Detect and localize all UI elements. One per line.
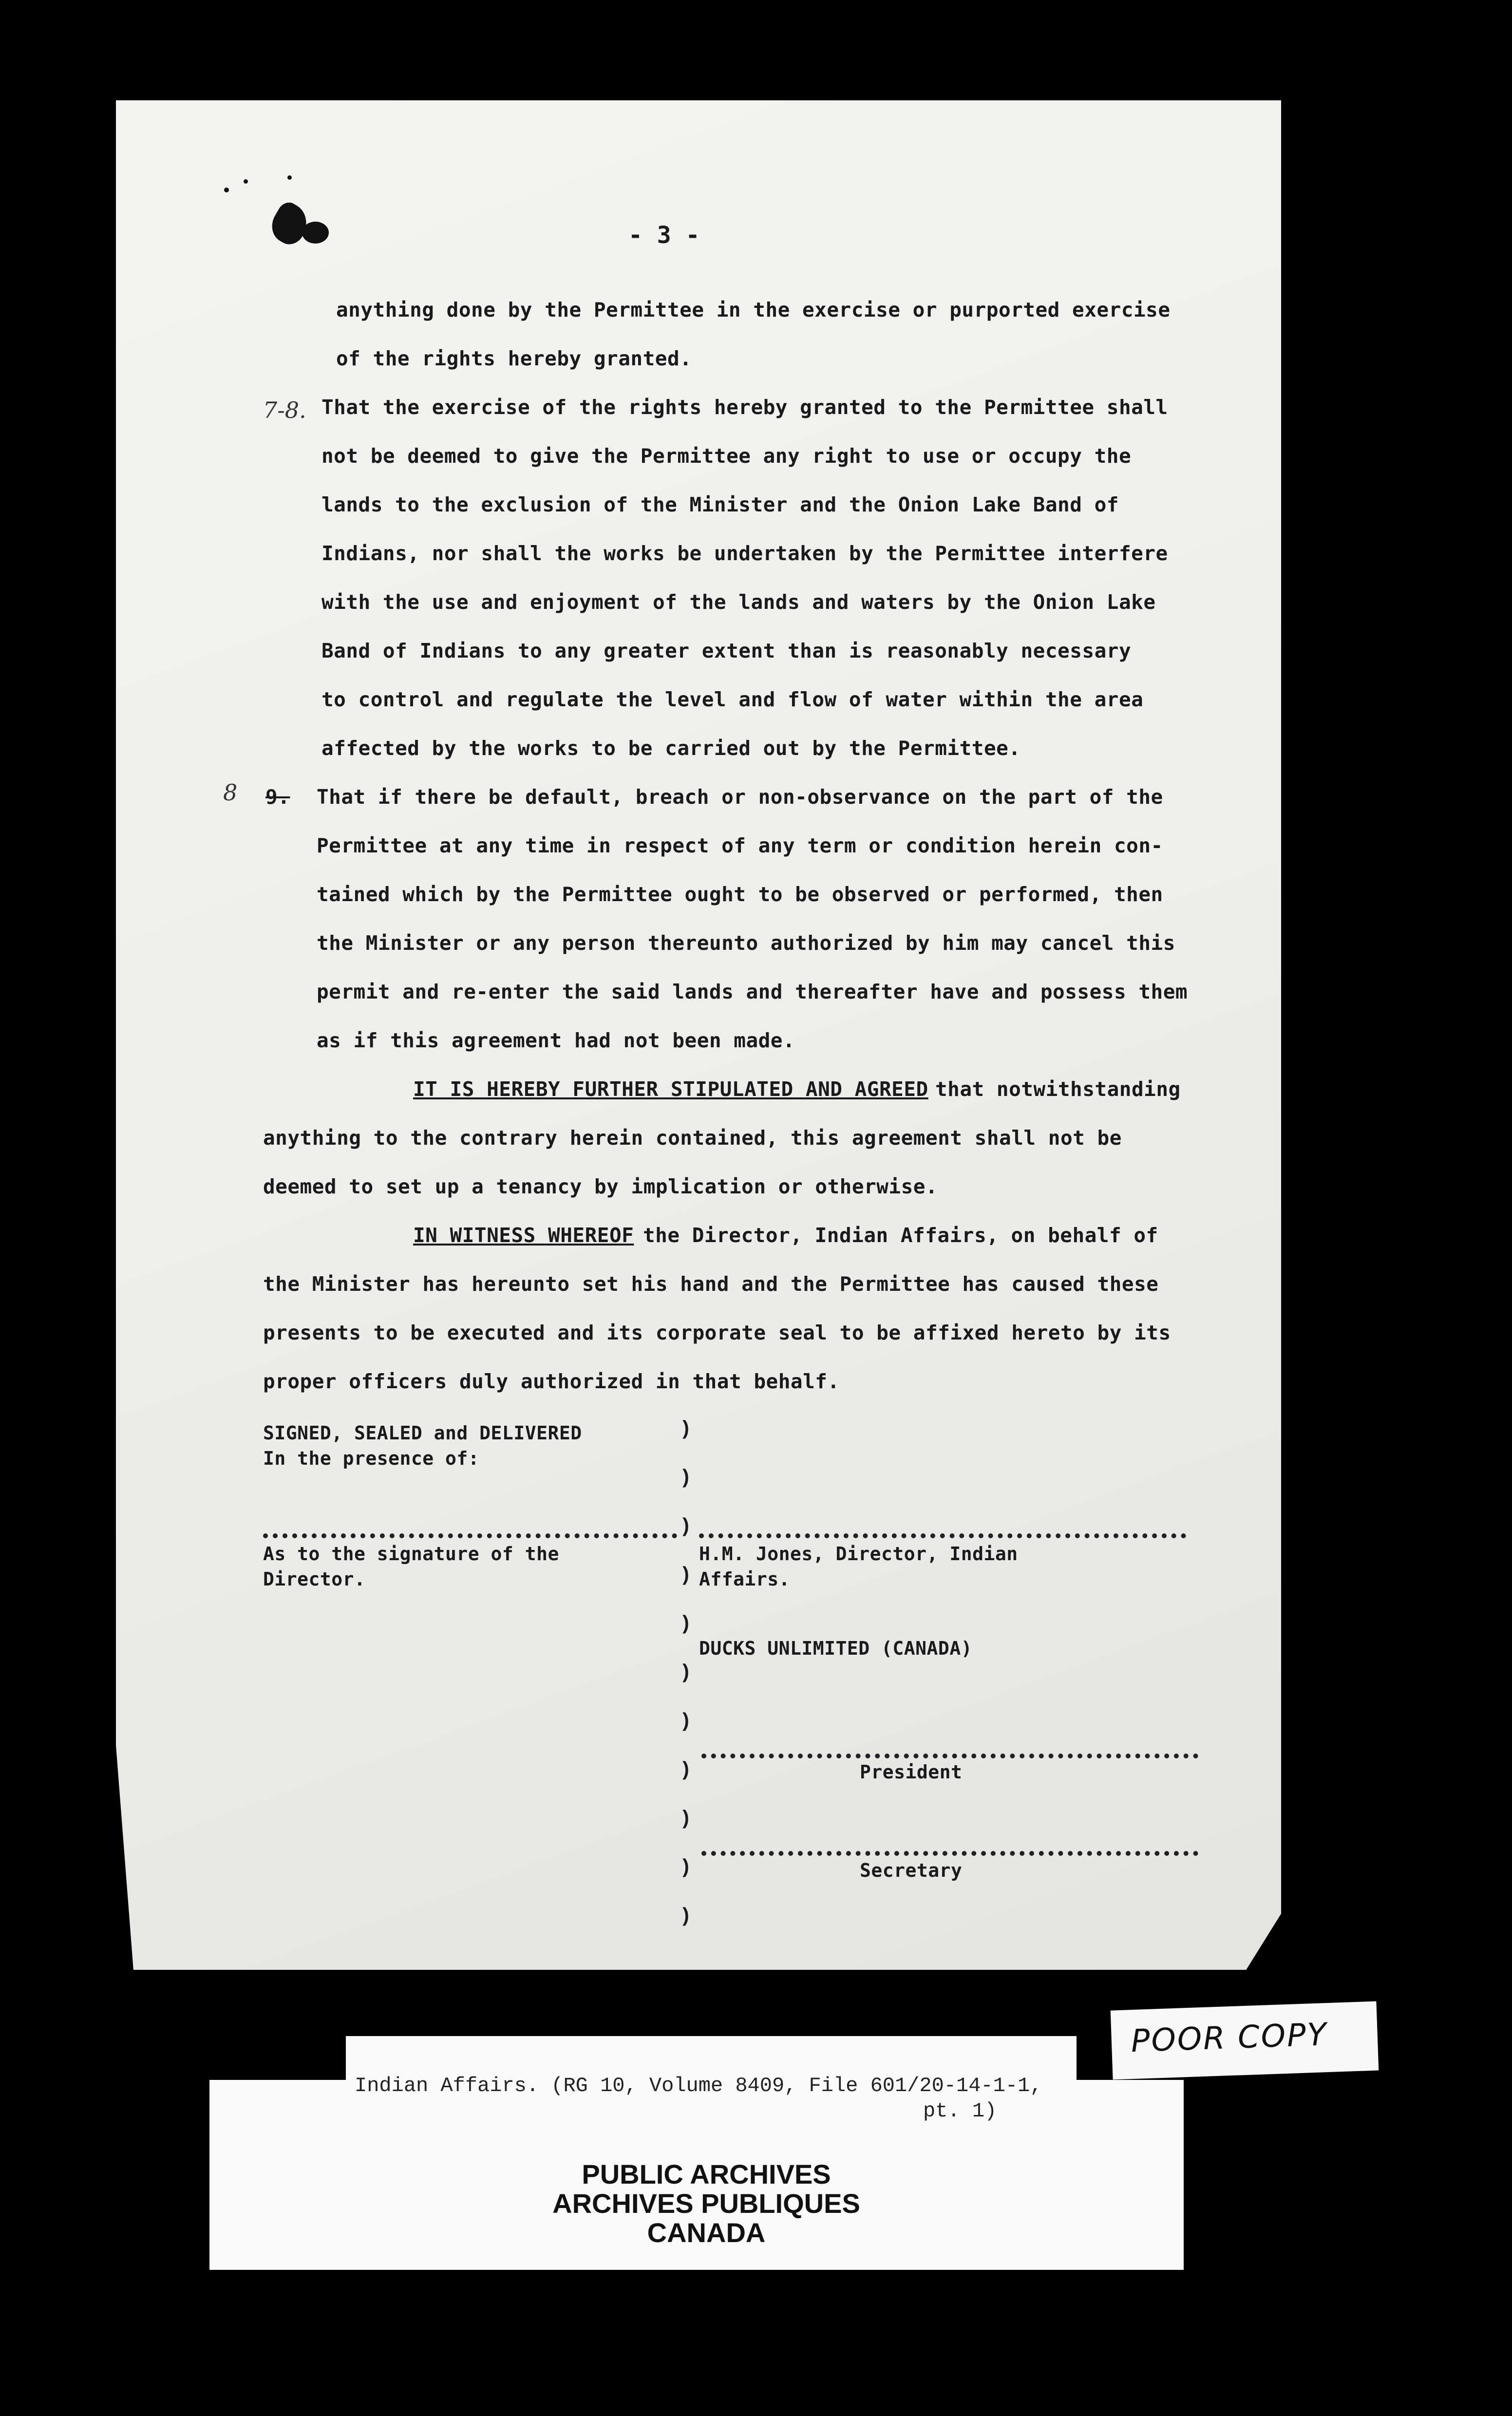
text-line: the Director, Indian Affairs, on behalf of <box>643 1224 1158 1247</box>
paren: ) <box>680 1565 692 1587</box>
director-name: H.M. Jones, Director, Indian <box>699 1543 1018 1565</box>
text-line: affected by the works to be carried out by the Permittee. <box>321 736 1021 760</box>
struck-number: 9. <box>265 785 290 809</box>
text-line: anything done by the Permittee in the exercise or purported exercise <box>336 298 1171 321</box>
paren: ) <box>680 1613 692 1636</box>
signed-sealed-label: SIGNED, SEALED and DELIVERED <box>263 1422 582 1444</box>
archive-stamp-line: ARCHIVES PUBLIQUES <box>552 2188 860 2219</box>
text-line: presents to be executed and its corporate seal to be affixed hereto by its <box>263 1321 1171 1344</box>
poor-copy-tag <box>1111 2001 1379 2080</box>
text-line: permit and re-enter the said lands and thereafter have and possess them <box>317 980 1188 1003</box>
text-line: the Minister has hereunto set his hand and the Permittee has caused these <box>263 1272 1159 1296</box>
paren: ) <box>680 1418 692 1441</box>
text-line: tained which by the Permittee ought to be observed or performed, then <box>317 883 1163 906</box>
archive-stamp-line: PUBLIC ARCHIVES <box>582 2159 831 2190</box>
ink-speck-3 <box>287 175 292 180</box>
stipulated-heading: IT IS HEREBY FURTHER STIPULATED AND AGREED <box>413 1077 928 1101</box>
secretary-label: Secretary <box>860 1860 963 1881</box>
reference-line: Indian Affairs. (RG 10, Volume 8409, File 601/20-14-1-1, <box>355 2074 1042 2097</box>
signature-line-secretary <box>701 1851 1198 1856</box>
signature-line-witness <box>263 1533 677 1538</box>
president-label: President <box>860 1761 963 1783</box>
witness-heading: IN WITNESS WHEREOF <box>413 1224 634 1247</box>
poor-copy-label: POOR COPY <box>1130 2017 1328 2060</box>
paren: ) <box>680 1808 692 1831</box>
text-line: as if this agreement had not been made. <box>317 1029 795 1052</box>
witness-caption: Director. <box>263 1568 366 1590</box>
paren: ) <box>680 1759 692 1782</box>
text-line: lands to the exclusion of the Minister and the Onion Lake Band of <box>321 493 1119 516</box>
text-line: not be deemed to give the Permittee any right to use or occupy the <box>321 444 1132 468</box>
text-line: with the use and enjoyment of the lands and waters by the Onion Lake <box>321 590 1156 614</box>
paren: ) <box>680 1711 692 1733</box>
ink-speck-2 <box>244 179 248 184</box>
text-line: That if there be default, breach or non-observance on the part of the <box>317 785 1163 809</box>
text-line: of the rights hereby granted. <box>336 347 692 370</box>
text-line: deemed to set up a tenancy by implication or otherwise. <box>263 1175 938 1198</box>
text-line: to control and regulate the level and flow of water within the area <box>321 688 1144 711</box>
text-line: anything to the contrary herein contained, this agreement shall not be <box>263 1126 1122 1150</box>
text-line: Band of Indians to any greater extent than is reasonably necessary <box>321 639 1132 662</box>
signature-line-director <box>699 1533 1186 1538</box>
paren: ) <box>680 1906 692 1928</box>
paren: ) <box>680 1857 692 1879</box>
handwritten-number: 7-8. <box>263 397 306 423</box>
reference-line: pt. 1) <box>923 2099 997 2123</box>
text-line: That the exercise of the rights hereby granted to the Permittee shall <box>321 396 1168 419</box>
ink-speck <box>224 188 229 192</box>
text-line: proper officers duly authorized in that behalf. <box>263 1370 840 1393</box>
company-name: DUCKS UNLIMITED (CANADA) <box>699 1638 973 1659</box>
handwritten-number: 8 <box>223 779 238 806</box>
witness-caption: As to the signature of the <box>263 1543 559 1565</box>
ink-blot-2 <box>302 222 329 244</box>
signature-line-president <box>701 1754 1198 1758</box>
paren: ) <box>680 1662 692 1684</box>
director-title: Affairs. <box>699 1568 791 1590</box>
text-line: that notwithstanding <box>935 1077 1181 1101</box>
paren: ) <box>680 1516 692 1538</box>
paren: ) <box>680 1467 692 1490</box>
page-number: - 3 - <box>628 222 700 249</box>
text-line: the Minister or any person thereunto authorized by him may cancel this <box>317 931 1175 955</box>
text-line: Indians, nor shall the works be undertaken by the Permittee interfere <box>321 542 1168 565</box>
text-line: Permittee at any time in respect of any term or condition herein con- <box>317 834 1163 857</box>
presence-label: In the presence of: <box>263 1448 480 1469</box>
archive-stamp-line: CANADA <box>647 2217 766 2248</box>
